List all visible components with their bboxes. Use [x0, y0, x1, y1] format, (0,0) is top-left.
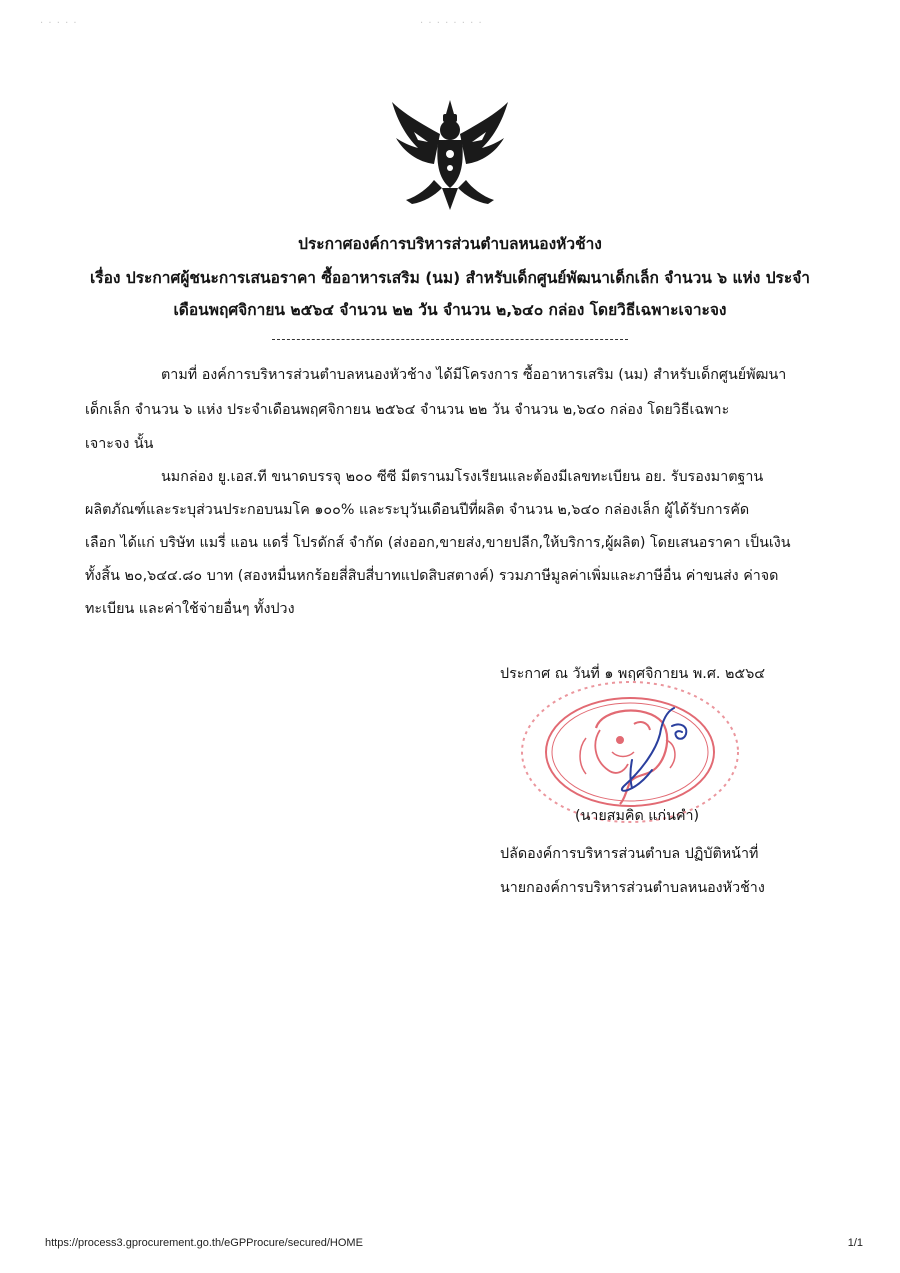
paragraph-line: ตามที่ องค์การบริหารส่วนตำบลหนองหัวช้าง ได้มีโครงการ ซื้ออาหารเสริม (นม) สำหรับเด็กศูนย์พัฒนา	[161, 367, 787, 383]
paragraph-line: ทั้งสิ้น ๒๐,๖๔๔.๘๐ บาท (สองหมื่นหกร้อยสี่สิบสี่บาทแปดสิบสตางค์) รวมภาษีมูลค่าเพิ่มและภาษีอื่น ค่าขนส่ง ค่าจด	[85, 568, 779, 584]
page-number: 1/1	[847, 1237, 863, 1249]
paragraph-line: เลือก ได้แก่ บริษัท แมรี่ แอน แดรี่ โปรดักส์ จำกัด (ส่งออก,ขายส่ง,ขายปลีก,ให้บริการ,ผู้ผลิต) โดยเสนอราคา เป็นเงิน	[85, 535, 791, 551]
scan-artifact: · · · · ·	[40, 18, 78, 29]
document-title: ประกาศองค์การบริหารส่วนตำบลหนองหัวช้าง	[298, 235, 602, 253]
paragraph-line: เด็กเล็ก จำนวน ๖ แห่ง ประจำเดือนพฤศจิกายน ๒๕๖๔ จำนวน ๒๒ วัน จำนวน ๒,๖๔๐ กล่อง โดยวิธีเฉพาะ	[85, 402, 730, 418]
announcement-date: ประกาศ ณ วันที่ ๑ พฤศจิกายน พ.ศ. ๒๕๖๔	[500, 666, 766, 682]
paragraph-line: เจาะจง นั้น	[85, 436, 154, 452]
scan-artifact: · · · · · · · ·	[420, 18, 483, 29]
document-subject-line: เดือนพฤศจิกายน ๒๕๖๔ จำนวน ๒๒ วัน จำนวน ๒,๖๔๐ กล่อง โดยวิธีเฉพาะเจาะจง	[173, 301, 727, 319]
signer-name: (นายสมคิด แก่นคำ)	[575, 808, 700, 824]
handwritten-signature	[602, 700, 702, 800]
garuda-emblem-icon	[388, 92, 512, 216]
signer-position: ปลัดองค์การบริหารส่วนตำบล ปฏิบัติหน้าที่	[500, 846, 759, 862]
divider	[272, 339, 628, 340]
signer-position: นายกองค์การบริหารส่วนตำบลหนองหัวช้าง	[500, 880, 765, 896]
document-subject-line: เรื่อง ประกาศผู้ชนะการเสนอราคา ซื้ออาหารเสริม (นม) สำหรับเด็กศูนย์พัฒนาเด็กเล็ก จำนวน ๖ แห่ง ประจำ	[90, 269, 810, 287]
paragraph-line: ทะเบียน และค่าใช้จ่ายอื่นๆ ทั้งปวง	[85, 601, 295, 617]
paragraph-line: ผลิตภัณฑ์และระบุส่วนประกอบนมโค ๑๐๐% และระบุวันเดือนปีที่ผลิต จำนวน ๒,๖๔๐ กล่องเล็ก ผู้ได้รับการคัด	[85, 502, 750, 518]
paragraph-line: นมกล่อง ยู.เอส.ที ขนาดบรรจุ ๒๐๐ ซีซี มีตรานมโรงเรียนและต้องมีเลขทะเบียน อย. รับรองมาตฐาน	[161, 469, 764, 485]
footer-url: https://process3.gprocurement.go.th/eGPProcure/secured/HOME	[45, 1237, 363, 1249]
